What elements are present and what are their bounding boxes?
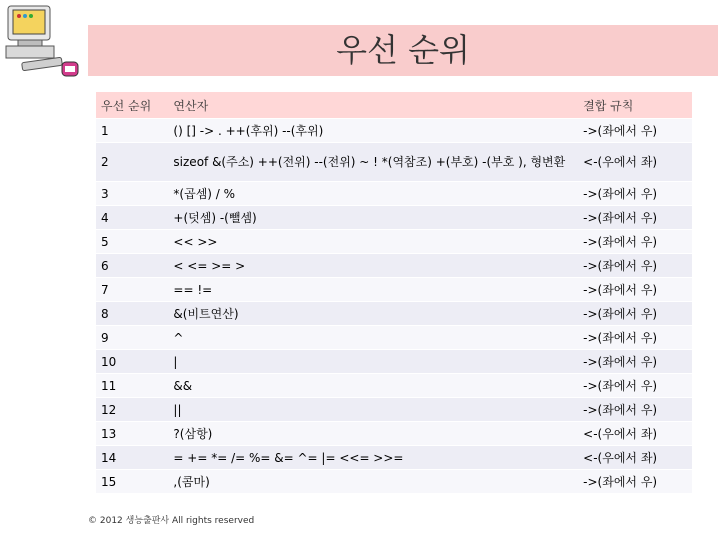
associativity-cell: ->(좌에서 우) [578,278,692,302]
rank-cell: 9 [96,326,168,350]
rank-cell: 12 [96,398,168,422]
associativity-cell: ->(좌에서 우) [578,254,692,278]
rank-cell: 6 [96,254,168,278]
precedence-table [96,92,692,494]
table-row [96,398,692,422]
rank-cell: 15 [96,470,168,494]
associativity-cell: ->(좌에서 우) [578,470,692,494]
table-row [96,422,692,446]
operators-cell: sizeof &(주소) ++(전위) --(전위) ~ ! *(역참조) +(부호) -(부호 ), 형변환 [168,143,578,182]
table-row [96,374,692,398]
associativity-cell: <-(우에서 좌) [578,446,692,470]
associativity-cell: ->(좌에서 우) [578,230,692,254]
operators-cell: = += *= /= %= &= ^= |= <<= >>= [168,446,578,470]
operators-cell: &(비트연산) [168,302,578,326]
operators-cell: < <= >= > [168,254,578,278]
associativity-cell: ->(좌에서 우) [578,302,692,326]
rank-cell: 10 [96,350,168,374]
computer-icon [0,0,90,85]
operators-cell: << >> [168,230,578,254]
rank-cell: 3 [96,182,168,206]
associativity-cell: <-(우에서 좌) [578,422,692,446]
associativity-cell: ->(좌에서 우) [578,350,692,374]
operators-cell: () [] -> . ++(후위) --(후위) [168,119,578,143]
associativity-cell: <-(우에서 좌) [578,143,692,182]
operators-cell: | [168,350,578,374]
rank-cell: 4 [96,206,168,230]
rank-cell: 14 [96,446,168,470]
copyright-footer: © 2012 생능출판사 All rights reserved [88,516,255,526]
operators-cell: ?(삼항) [168,422,578,446]
operators-cell: || [168,398,578,422]
table-row [96,326,692,350]
associativity-cell: ->(좌에서 우) [578,326,692,350]
rank-cell: 2 [96,143,168,182]
operators-cell: && [168,374,578,398]
table-row [96,278,692,302]
operators-cell: ,(콤마) [168,470,578,494]
associativity-cell: ->(좌에서 우) [578,374,692,398]
table-row [96,230,692,254]
rank-cell: 11 [96,374,168,398]
table-row [96,470,692,494]
rank-cell: 8 [96,302,168,326]
operators-cell: +(덧셈) -(뺄셈) [168,206,578,230]
table-row [96,119,692,143]
header-operators: 연산자 [168,92,578,119]
rank-cell: 13 [96,422,168,446]
table-row [96,446,692,470]
rank-cell: 1 [96,119,168,143]
associativity-cell: ->(좌에서 우) [578,119,692,143]
associativity-cell: ->(좌에서 우) [578,398,692,422]
table-row [96,350,692,374]
table-row [96,182,692,206]
operators-cell: ^ [168,326,578,350]
table-row [96,206,692,230]
page-title: 우선 순위 [336,31,470,69]
operators-cell: *(곱셈) / % [168,182,578,206]
header-rank: 우선 순위 [96,92,168,119]
table-row [96,302,692,326]
table-row [96,254,692,278]
associativity-cell: ->(좌에서 우) [578,182,692,206]
operators-cell: == != [168,278,578,302]
header-associativity: 결합 규칙 [578,92,692,119]
table-header-row [96,92,692,119]
table-row [96,143,692,182]
rank-cell: 5 [96,230,168,254]
rank-cell: 7 [96,278,168,302]
associativity-cell: ->(좌에서 우) [578,206,692,230]
